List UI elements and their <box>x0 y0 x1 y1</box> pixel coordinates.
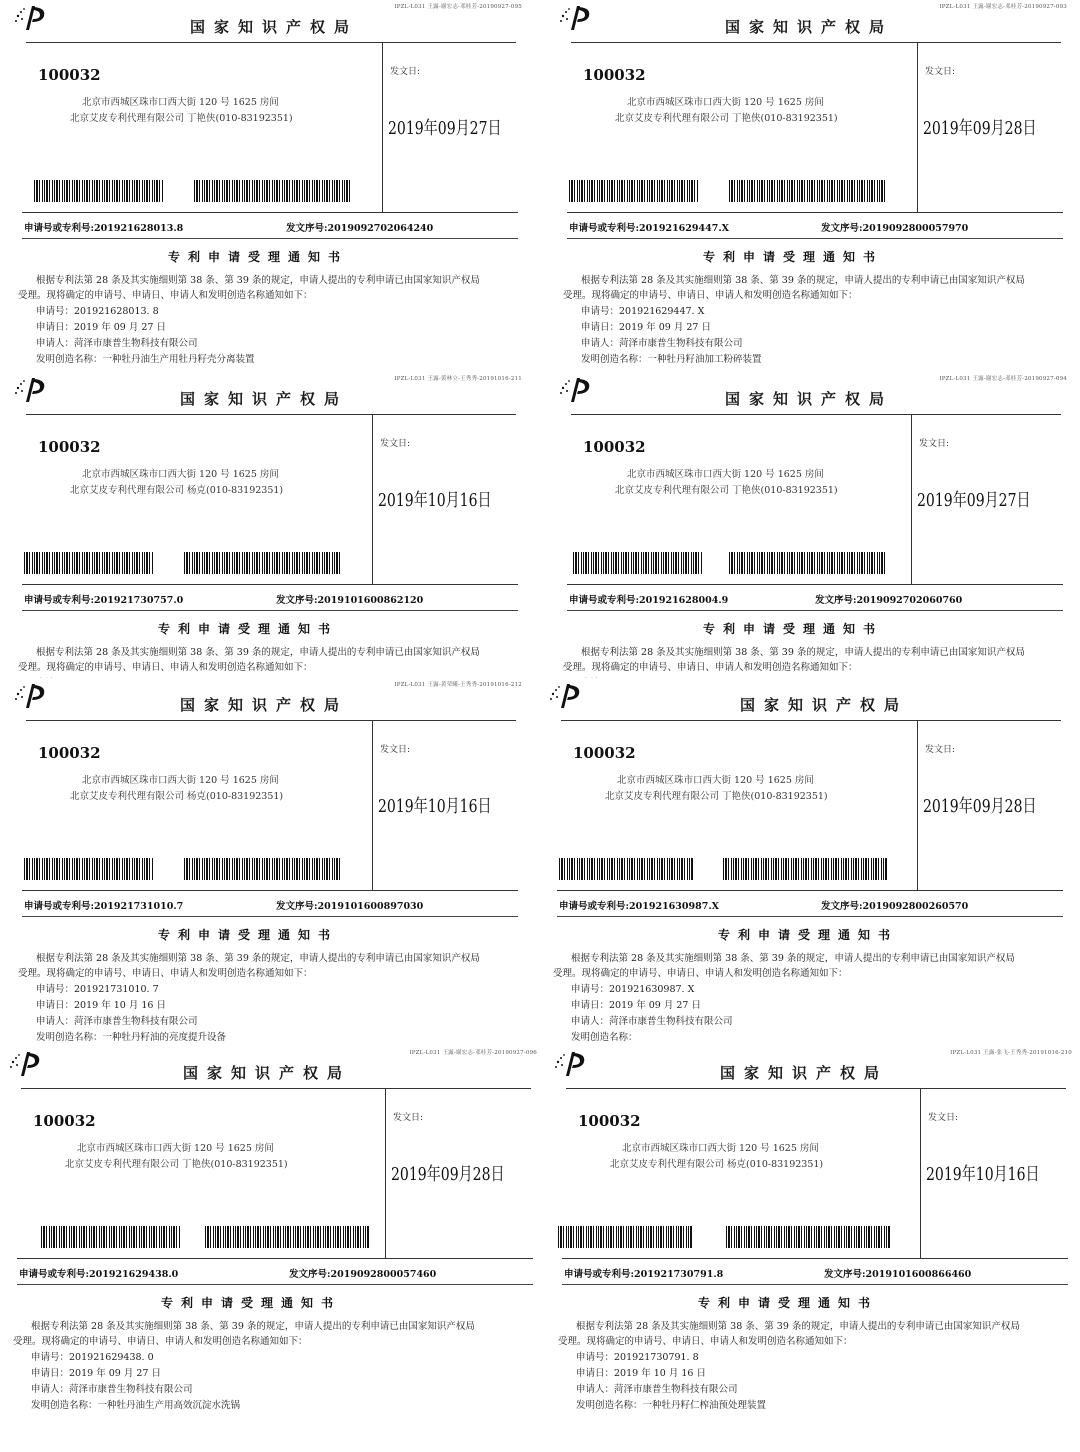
barcode <box>194 180 350 202</box>
issue-date: 2019年09月27日 <box>917 490 1031 511</box>
patent-notice <box>10 372 530 678</box>
application-number-label: 申请号或专利号: <box>569 595 640 606</box>
mailing-address: 北京市西城区珠市口西大街 120 号 1625 房间 <box>82 97 279 108</box>
application-date-field-value: 2019 年 10 月 16 日 <box>614 1368 706 1379</box>
reference-code: IPZL-L031 王露-张飞-王秀秀-20191016-210 <box>950 1050 1072 1056</box>
issue-date: 2019年10月16日 <box>378 490 492 511</box>
column-divider <box>372 414 373 584</box>
document-title: 专利申请受理通知书 <box>158 928 339 942</box>
serial-number-label: 发文序号: <box>286 223 328 234</box>
serial-number-label: 发文序号: <box>276 901 318 912</box>
application-number-field-label: 申请号： <box>31 1352 70 1363</box>
title-divider <box>26 414 516 415</box>
postcode: 100032 <box>38 438 101 456</box>
invention-name-field-value: 一种牡丹籽油的亮度提升设备 <box>102 1032 227 1043</box>
header-bottom-rule <box>22 584 518 585</box>
info-rule <box>557 916 1063 917</box>
serial-number-label: 发文序号: <box>821 901 863 912</box>
notice-body-line-1: 根据专利法第 28 条及其实施细则第 38 条、第 39 条的规定，申请人提出的专利申请已由国家知识产权局 <box>36 275 480 286</box>
application-number-label: 申请号或专利号: <box>19 1269 90 1280</box>
invention-name-field-value: 一种牡丹油生产用牡丹籽壳分离装置 <box>102 354 255 365</box>
patent-notice <box>10 678 530 1046</box>
serial-number-label: 发文序号: <box>276 595 318 606</box>
notice-body-line-2: 受理。现将确定的申请号、申请日、申请人和发明创造名称通知如下： <box>553 968 848 979</box>
serial-number-label: 发文序号: <box>821 223 863 234</box>
mailing-address: 北京市西城区珠市口西大街 120 号 1625 房间 <box>82 775 279 786</box>
notice-body-line-2: 受理。现将确定的申请号、申请日、申请人和发明创造名称通知如下： <box>18 968 313 979</box>
invention-name-field-label: 发明创造名称： <box>36 1032 103 1043</box>
issue-date-label: 发文日: <box>380 745 411 755</box>
mailing-address: 北京市西城区珠市口西大街 120 号 1625 房间 <box>627 469 824 480</box>
applicant-field-value: 菏泽市康普生物科技有限公司 <box>619 338 743 349</box>
info-rule <box>567 238 1063 239</box>
office-title: 国家知识产权局 <box>190 18 359 36</box>
header-bottom-rule <box>22 212 518 213</box>
serial-number-row <box>276 898 423 912</box>
header-bottom-rule <box>562 1258 1068 1259</box>
invention-name-field <box>31 1397 240 1411</box>
notice-body-line-2: 受理。现将确定的申请号、申请日、申请人和发明创造名称通知如下： <box>563 290 858 301</box>
postcode: 100032 <box>578 1112 641 1130</box>
notice-body-line-1: 根据专利法第 28 条及其实施细则第 38 条、第 39 条的规定，申请人提出的专利申请已由国家知识产权局 <box>581 647 1025 658</box>
applicant-field <box>36 1013 198 1027</box>
notice-body-line-2: 受理。现将确定的申请号、申请日、申请人和发明创造名称通知如下： <box>558 1336 853 1347</box>
agent-line: 北京艾皮专利代理有限公司 丁艳侠(010-83192351) <box>70 113 293 124</box>
application-number-label: 申请号或专利号: <box>24 223 95 234</box>
title-divider <box>566 1088 1066 1089</box>
header-bottom-rule <box>567 212 1063 213</box>
notice-body-line-2: 受理。现将确定的申请号、申请日、申请人和发明创造名称通知如下： <box>13 1336 308 1347</box>
header-bottom-rule <box>557 890 1063 891</box>
invention-name-field-value: 一种牡丹油生产用高效沉淀水洗锅 <box>97 1400 241 1411</box>
cnipa-logo-icon <box>557 374 599 404</box>
application-date-field <box>36 997 166 1011</box>
barcode <box>41 1226 181 1248</box>
barcode <box>723 858 888 880</box>
notice-body-line-1: 根据专利法第 28 条及其实施细则第 38 条、第 39 条的规定，申请人提出的专利申请已由国家知识产权局 <box>31 1321 475 1332</box>
serial-number-label: 发文序号: <box>824 1269 866 1280</box>
agent-line: 北京艾皮专利代理有限公司 丁艳侠(010-83192351) <box>615 485 838 496</box>
barcode <box>569 180 699 202</box>
invention-name-field-label: 发明创造名称： <box>576 1400 643 1411</box>
column-divider <box>372 720 373 890</box>
application-date-field-value: 2019 年 09 月 27 日 <box>74 322 166 333</box>
application-number-field <box>576 1349 699 1363</box>
application-number-field-label: 申请号： <box>571 984 610 995</box>
application-number-field <box>31 1349 154 1363</box>
title-divider <box>21 1088 531 1089</box>
invention-name-field <box>576 1397 766 1411</box>
application-number-row <box>24 592 183 606</box>
agent-line: 北京艾皮专利代理有限公司 杨克(010-83192351) <box>610 1159 824 1170</box>
applicant-field-label: 申请人： <box>576 1384 615 1395</box>
document-title: 专利申请受理通知书 <box>703 250 884 264</box>
application-number-label: 申请号或专利号: <box>569 223 640 234</box>
column-divider <box>382 42 383 212</box>
column-divider <box>917 42 918 212</box>
application-number: 201921730791.8 <box>634 1269 724 1280</box>
application-number-field-value: 201921731010. 7 <box>74 984 159 995</box>
issue-date-label: 发文日: <box>925 745 956 755</box>
application-number-field-value: 201921630987. X <box>609 984 695 995</box>
header-bottom-rule <box>567 584 1063 585</box>
invention-name-field <box>581 351 762 365</box>
office-title: 国家知识产权局 <box>725 18 894 36</box>
agent-line: 北京艾皮专利代理有限公司 杨克(010-83192351) <box>70 791 284 802</box>
applicant-field <box>36 335 198 349</box>
document-title: 专利申请受理通知书 <box>698 1296 879 1310</box>
application-number-label: 申请号或专利号: <box>564 1269 635 1280</box>
application-date-field-label: 申请日： <box>31 1368 70 1379</box>
application-number-row <box>564 1266 723 1280</box>
serial-number-row <box>821 898 968 912</box>
issue-date-label: 发文日: <box>393 1113 424 1123</box>
notice-body-line-2: 受理。现将确定的申请号、申请日、申请人和发明创造名称通知如下： <box>18 290 313 301</box>
barcode <box>729 180 885 202</box>
application-date-field-value: 2019 年 10 月 16 日 <box>74 1000 166 1011</box>
serial-number: 2019101600862120 <box>317 595 424 606</box>
serial-number-label: 发文序号: <box>289 1269 331 1280</box>
title-divider <box>26 42 516 43</box>
office-title: 国家知识产权局 <box>180 390 349 408</box>
application-date-field-label: 申请日： <box>571 1000 610 1011</box>
document-title: 专利申请受理通知书 <box>161 1296 342 1310</box>
application-number-field <box>36 981 159 995</box>
reference-code: IPZL-L031 王露-谢宏志-邓桂芳-20190927-093 <box>939 4 1067 10</box>
application-number-field <box>581 303 704 317</box>
barcode <box>558 1226 693 1248</box>
application-number-field <box>36 303 159 317</box>
postcode: 100032 <box>573 744 636 762</box>
info-rule <box>22 916 518 917</box>
application-number-field-value: 201921629447. X <box>619 306 705 317</box>
notice-body-line-1: 根据专利法第 28 条及其实施细则第 38 条、第 39 条的规定，申请人提出的专利申请已由国家知识产权局 <box>36 647 480 658</box>
applicant-field-value: 菏泽市康普生物科技有限公司 <box>74 338 198 349</box>
document-title: 专利申请受理通知书 <box>703 622 884 636</box>
issue-date: 2019年10月16日 <box>926 1164 1040 1185</box>
mailing-address: 北京市西城区珠市口西大街 120 号 1625 房间 <box>82 469 279 480</box>
issue-date-label: 发文日: <box>380 439 411 449</box>
applicant-field-value: 菏泽市康普生物科技有限公司 <box>609 1016 733 1027</box>
info-rule <box>567 610 1063 611</box>
invention-name-field-label: 发明创造名称： <box>571 1032 638 1043</box>
invention-name-field <box>36 1029 226 1043</box>
patent-notice <box>550 1046 1080 1452</box>
application-date-field <box>36 319 166 333</box>
barcode <box>205 1226 370 1248</box>
reference-code: IPZL-L031 王露-黄林立-王秀秀-20191016-211 <box>394 376 522 382</box>
office-title: 国家知识产权局 <box>183 1064 352 1082</box>
title-divider <box>571 414 1061 415</box>
column-divider <box>917 720 918 890</box>
office-title: 国家知识产权局 <box>725 390 894 408</box>
applicant-field-label: 申请人： <box>36 338 75 349</box>
serial-number-row <box>815 592 962 606</box>
application-number: 201921628013.8 <box>94 223 184 234</box>
issue-date: 2019年09月27日 <box>388 118 502 139</box>
mailing-address: 北京市西城区珠市口西大街 120 号 1625 房间 <box>617 775 814 786</box>
barcode <box>24 552 154 574</box>
info-rule <box>562 1284 1068 1285</box>
notice-body-line-1: 根据专利法第 28 条及其实施细则第 38 条、第 39 条的规定，申请人提出的专利申请已由国家知识产权局 <box>571 953 1015 964</box>
barcode <box>24 858 154 880</box>
serial-number-row <box>821 220 968 234</box>
application-number-row <box>569 592 728 606</box>
serial-number: 2019092800057970 <box>862 223 969 234</box>
agent-line: 北京艾皮专利代理有限公司 丁艳侠(010-83192351) <box>605 791 828 802</box>
application-number-label: 申请号或专利号: <box>24 595 95 606</box>
issue-date: 2019年10月16日 <box>378 796 492 817</box>
patent-notice <box>555 0 1075 372</box>
application-number: 201921731010.7 <box>94 901 184 912</box>
applicant-field-label: 申请人： <box>31 1384 70 1395</box>
issue-date: 2019年09月28日 <box>923 796 1037 817</box>
postcode: 100032 <box>33 1112 96 1130</box>
mailing-address: 北京市西城区珠市口西大街 120 号 1625 房间 <box>77 1143 274 1154</box>
barcode <box>184 552 340 574</box>
agent-line: 北京艾皮专利代理有限公司 杨克(010-83192351) <box>70 485 284 496</box>
applicant-field <box>576 1381 738 1395</box>
application-number-row <box>24 898 183 912</box>
reference-code: IPZL-L031 王露-谢宏志-邓桂芳-20190927-095 <box>394 4 522 10</box>
invention-name-field-label: 发明创造名称： <box>36 354 103 365</box>
application-number: 201921629438.0 <box>89 1269 179 1280</box>
applicant-field <box>31 1381 193 1395</box>
applicant-field-value: 菏泽市康普生物科技有限公司 <box>74 1016 198 1027</box>
serial-number-row <box>289 1266 436 1280</box>
patent-notice <box>555 372 1075 678</box>
cnipa-logo-icon <box>12 2 54 32</box>
application-number-field-value: 201921628013. 8 <box>74 306 159 317</box>
invention-name-field-label: 发明创造名称： <box>31 1400 98 1411</box>
reference-code: IPZL-L031 王露-谢宏志-邓桂芳-20190927-094 <box>939 376 1067 382</box>
column-divider <box>920 1088 921 1258</box>
applicant-field <box>581 335 743 349</box>
reference-code: IPZL-L031 王露-谢宏志-邓桂芳-20190927-096 <box>409 1050 537 1056</box>
application-number-row <box>24 220 183 234</box>
reference-code: IPZL-L031 王露-黄荣曦-王秀秀-20191016-212 <box>394 682 522 688</box>
applicant-field-label: 申请人： <box>571 1016 610 1027</box>
cnipa-logo-icon <box>12 680 54 710</box>
application-date-field-value: 2019 年 09 月 27 日 <box>609 1000 701 1011</box>
barcode <box>184 858 340 880</box>
invention-name-field <box>571 1029 638 1043</box>
serial-number-row <box>286 220 433 234</box>
patent-notice <box>5 1046 545 1452</box>
issue-date: 2019年09月28日 <box>391 1164 505 1185</box>
applicant-field-label: 申请人： <box>36 1016 75 1027</box>
cnipa-logo-icon <box>7 1048 49 1078</box>
invention-name-field <box>36 351 255 365</box>
application-date-field <box>576 1365 706 1379</box>
notice-body-line-2: 受理。现将确定的申请号、申请日、申请人和发明创造名称通知如下： <box>563 662 858 673</box>
application-number-field-label: 申请号： <box>576 1352 615 1363</box>
serial-number-row <box>276 592 423 606</box>
notice-body-line-1: 根据专利法第 28 条及其实施细则第 38 条、第 39 条的规定，申请人提出的专利申请已由国家知识产权局 <box>36 953 480 964</box>
application-number-field-label: 申请号： <box>36 984 75 995</box>
invention-name-field-label: 发明创造名称： <box>581 354 648 365</box>
application-date-field-label: 申请日： <box>581 322 620 333</box>
notice-body-line-1: 根据专利法第 28 条及其实施细则第 38 条、第 39 条的规定，申请人提出的专利申请已由国家知识产权局 <box>576 1321 1020 1332</box>
serial-number: 2019092702060760 <box>856 595 963 606</box>
application-number-row <box>19 1266 178 1280</box>
serial-number-label: 发文序号: <box>815 595 857 606</box>
info-rule <box>22 238 518 239</box>
applicant-field-label: 申请人： <box>581 338 620 349</box>
header-bottom-rule <box>22 890 518 891</box>
issue-date-label: 发文日: <box>390 67 421 77</box>
application-date-field-value: 2019 年 09 月 27 日 <box>69 1368 161 1379</box>
barcode <box>559 858 694 880</box>
barcode <box>726 1226 891 1248</box>
info-rule <box>17 1284 533 1285</box>
agent-line: 北京艾皮专利代理有限公司 丁艳侠(010-83192351) <box>65 1159 288 1170</box>
notice-body-line-1: 根据专利法第 28 条及其实施细则第 38 条、第 39 条的规定，申请人提出的专利申请已由国家知识产权局 <box>581 275 1025 286</box>
application-date-field <box>571 997 701 1011</box>
application-number-label: 申请号或专利号: <box>559 901 630 912</box>
issue-date-label: 发文日: <box>928 1113 959 1123</box>
application-number-field-value: 201921730791. 8 <box>614 1352 699 1363</box>
application-date-field-label: 申请日： <box>36 322 75 333</box>
header-bottom-rule <box>17 1258 533 1259</box>
serial-number: 2019092800260570 <box>862 901 969 912</box>
postcode: 100032 <box>583 438 646 456</box>
application-date-field <box>581 319 711 333</box>
postcode: 100032 <box>38 744 101 762</box>
invention-name-field-value: 一种牡丹籽油加工粉碎装置 <box>647 354 762 365</box>
office-title: 国家知识产权局 <box>720 1064 889 1082</box>
patent-notice <box>545 678 1075 1046</box>
office-title: 国家知识产权局 <box>180 696 349 714</box>
application-number: 201921629447.X <box>639 223 730 234</box>
mailing-address: 北京市西城区珠市口西大街 120 号 1625 房间 <box>627 97 824 108</box>
serial-number: 2019101600897030 <box>317 901 424 912</box>
application-number: 201921628004.9 <box>639 595 729 606</box>
postcode: 100032 <box>38 66 101 84</box>
application-number-label: 申请号或专利号: <box>24 901 95 912</box>
serial-number: 2019092702064240 <box>327 223 434 234</box>
issue-date-label: 发文日: <box>919 439 950 449</box>
cnipa-logo-icon <box>557 2 599 32</box>
application-date-field-value: 2019 年 09 月 27 日 <box>619 322 711 333</box>
title-divider <box>26 720 516 721</box>
application-number-row <box>559 898 719 912</box>
column-divider <box>385 1088 386 1258</box>
application-date-field-label: 申请日： <box>576 1368 615 1379</box>
application-number-field <box>571 981 694 995</box>
document-title: 专利申请受理通知书 <box>168 250 349 264</box>
agent-line: 北京艾皮专利代理有限公司 丁艳侠(010-83192351) <box>615 113 838 124</box>
column-divider <box>911 414 912 584</box>
office-title: 国家知识产权局 <box>740 696 909 714</box>
postcode: 100032 <box>583 66 646 84</box>
document-title: 专利申请受理通知书 <box>718 928 899 942</box>
application-number-row <box>569 220 729 234</box>
document-title: 专利申请受理通知书 <box>158 622 339 636</box>
serial-number-row <box>824 1266 971 1280</box>
patent-notice <box>10 0 530 372</box>
issue-date-label: 发文日: <box>925 67 956 77</box>
title-divider <box>571 42 1061 43</box>
application-date-field <box>31 1365 161 1379</box>
invention-name-field-value: 一种牡丹籽仁榨油预处理装置 <box>642 1400 767 1411</box>
application-number-field-label: 申请号： <box>581 306 620 317</box>
applicant-field-value: 菏泽市康普生物科技有限公司 <box>614 1384 738 1395</box>
info-rule <box>22 610 518 611</box>
application-date-field-label: 申请日： <box>36 1000 75 1011</box>
barcode <box>729 552 885 574</box>
title-divider <box>561 720 1061 721</box>
application-number: 201921730757.0 <box>94 595 184 606</box>
application-number-field-value: 201921629438. 0 <box>69 1352 154 1363</box>
cnipa-logo-icon <box>552 1048 594 1078</box>
serial-number: 2019101600866460 <box>865 1269 972 1280</box>
applicant-field-value: 菏泽市康普生物科技有限公司 <box>69 1384 193 1395</box>
issue-date: 2019年09月28日 <box>923 118 1037 139</box>
applicant-field <box>571 1013 733 1027</box>
cnipa-logo-icon <box>547 680 589 710</box>
notice-body-line-2: 受理。现将确定的申请号、申请日、申请人和发明创造名称通知如下： <box>18 662 313 673</box>
mailing-address: 北京市西城区珠市口西大街 120 号 1625 房间 <box>622 1143 819 1154</box>
barcode <box>573 552 703 574</box>
application-number: 201921630987.X <box>629 901 720 912</box>
application-number-field-label: 申请号： <box>36 306 75 317</box>
cnipa-logo-icon <box>12 374 54 404</box>
serial-number: 2019092800057460 <box>330 1269 437 1280</box>
barcode <box>34 180 164 202</box>
